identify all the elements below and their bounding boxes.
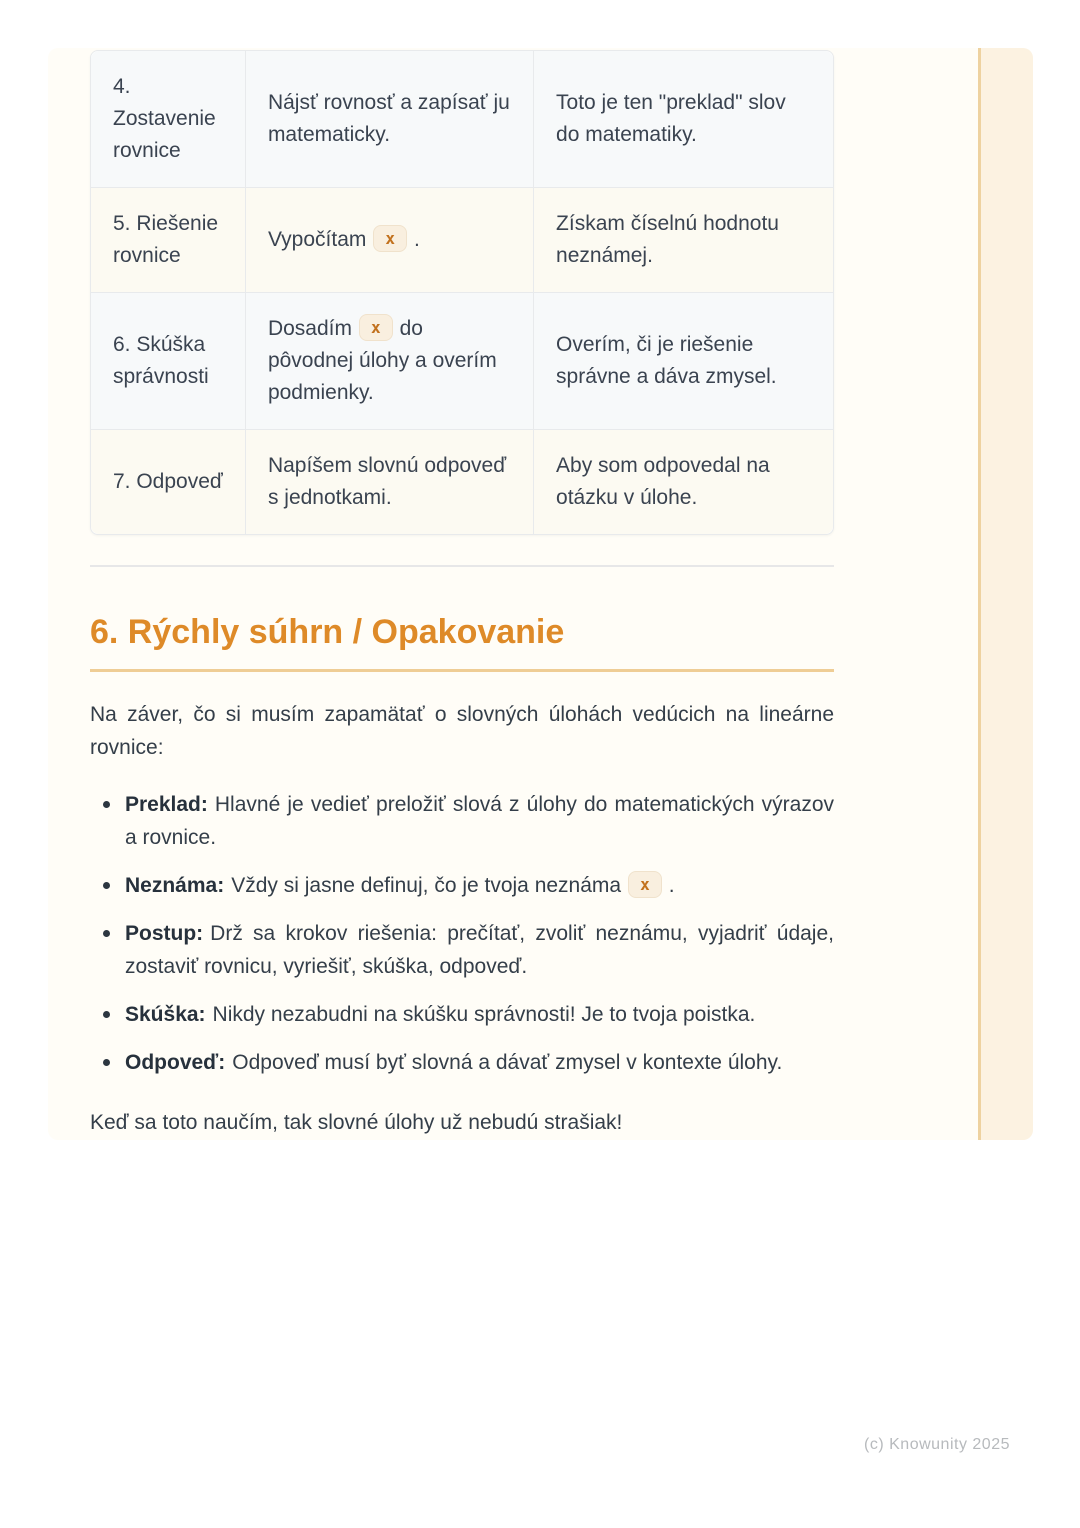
page-content [90, 48, 834, 1139]
section-title-underline [90, 669, 834, 672]
page-margin-strip [978, 48, 1033, 1140]
solution-steps-table [90, 50, 834, 535]
item-label: Postup: [125, 922, 204, 945]
x-variable-chip: x [373, 225, 407, 252]
step-cell: 7. Odpoveď [91, 429, 245, 534]
item-text: . [668, 874, 675, 897]
list-item [90, 788, 834, 854]
step-cell: 4. Zostavenie rovnice [91, 51, 245, 187]
closing-paragraph: Keď sa toto naučím, tak slovné úlohy už nebudú strašiak! [90, 1111, 623, 1134]
x-variable-chip: x [359, 314, 393, 341]
list-item [90, 998, 834, 1031]
step-cell: 5. Riešenie rovnice [91, 187, 245, 292]
section-title: 6. Rýchly súhrn / Opakovanie [90, 613, 565, 651]
why-cell: Overím, či je riešenie správne a dáva zmysel. [533, 292, 833, 429]
how-cell [245, 292, 533, 429]
item-label: Preklad: [125, 793, 208, 816]
item-text: Nikdy nezabudni na skúšku správnosti! Je to tvoja poistka. [212, 1003, 756, 1026]
intro-paragraph: Na záver, čo si musím zapamätať o slovných úlohách vedúcich na lineárne rovnice: [90, 703, 834, 759]
item-text: Drž sa krokov riešenia: prečítať, zvoliť neznámu, vyjadriť údaje, zostaviť rovnicu, vyriešiť, skúška, odpoveď. [125, 922, 834, 978]
item-label: Skúška: [125, 1003, 206, 1026]
summary-list [90, 788, 834, 1079]
how-cell: Napíšem slovnú odpoveď s jednotkami. [245, 429, 533, 534]
list-item [90, 917, 834, 983]
item-label: Odpoveď: [125, 1051, 226, 1074]
list-item [90, 869, 834, 902]
copyright-footer: (c) Knowunity 2025 [864, 1436, 1010, 1453]
how-text: . [414, 228, 420, 251]
how-cell [245, 187, 533, 292]
how-text: Dosadím [267, 317, 352, 340]
item-text: Odpoveď musí byť slovná a dávať zmysel v kontexte úlohy. [232, 1051, 783, 1074]
why-cell: Toto je ten "preklad" slov do matematiky. [533, 51, 833, 187]
list-item [90, 1046, 834, 1079]
step-cell: 6. Skúška správnosti [91, 292, 245, 429]
how-text: do pôvodnej úlohy a overím podmienky. [267, 317, 497, 404]
table-row [91, 51, 833, 187]
table-row [91, 292, 833, 429]
why-cell: Získam číselnú hodnotu neznámej. [533, 187, 833, 292]
x-variable-chip: x [628, 871, 662, 898]
item-text: Vždy si jasne definuj, čo je tvoja neznáma [231, 874, 622, 897]
how-cell: Nájsť rovnosť a zapísať ju matematicky. [245, 51, 533, 187]
table-row [91, 187, 833, 292]
item-text: Hlavné je vedieť preložiť slová z úlohy do matematických výrazov a rovnice. [125, 793, 834, 849]
item-label: Neznáma: [125, 874, 225, 897]
section-divider [90, 565, 834, 567]
how-text: Vypočítam [267, 228, 367, 251]
why-cell: Aby som odpovedal na otázku v úlohe. [533, 429, 833, 534]
document-page [48, 48, 1033, 1140]
table-row [91, 429, 833, 534]
